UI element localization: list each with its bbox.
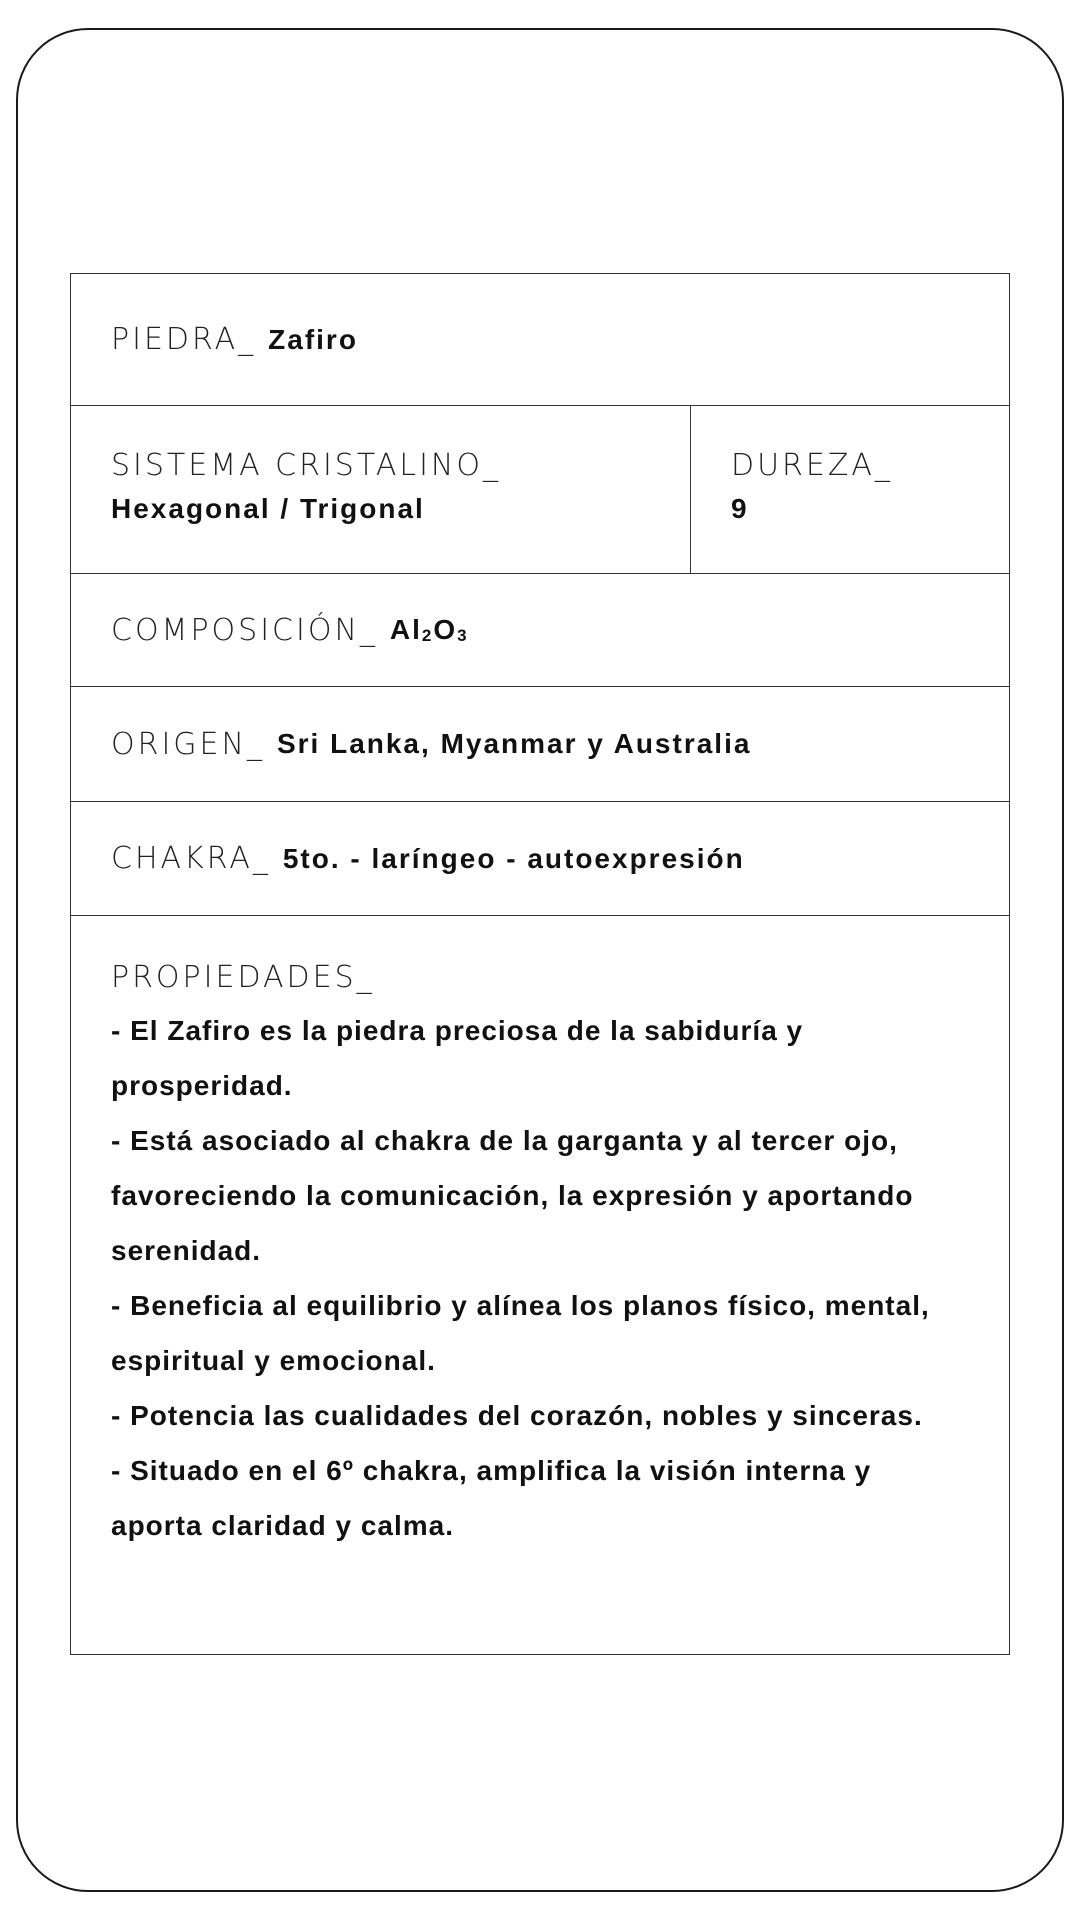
dureza-cell: [691, 406, 1009, 573]
chakra-label: CHAKRA_: [111, 841, 271, 876]
sistema-dureza-row: [71, 406, 1009, 574]
sistema-cristalino-label: SISTEMA CRISTALINO_: [111, 448, 501, 483]
propiedades-row: [71, 916, 1009, 1654]
propiedad-item: - Beneficia al equilibrio y alínea los planos físico, mental, espiritual y emocional.: [111, 1290, 930, 1376]
propiedad-item: - Está asociado al chakra de la garganta y al tercer ojo, favoreciendo la comunicación, la expresión y aportando serenidad.: [111, 1125, 914, 1266]
origen-row: [71, 687, 1009, 802]
piedra-row: [71, 274, 1009, 406]
composicion-label: COMPOSICIÓN_: [111, 612, 378, 648]
sistema-cristalino-value: Hexagonal / Trigonal: [111, 493, 425, 524]
piedra-label: PIEDRA_: [111, 322, 257, 357]
stone-info-table: [70, 273, 1010, 1655]
chakra-row: [71, 802, 1009, 916]
formula-subscript-2: 2: [421, 626, 434, 645]
origen-value: Sri Lanka, Myanmar y Australia: [276, 728, 752, 759]
dureza-label: DUREZA_: [731, 448, 893, 483]
origen-label: ORIGEN_: [111, 726, 265, 762]
propiedad-item: - Situado en el 6º chakra, amplifica la visión interna y aporta claridad y calma.: [111, 1455, 872, 1541]
sistema-cristalino-cell: [71, 406, 691, 573]
formula-element-o: O: [433, 614, 458, 645]
dureza-value: 9: [731, 493, 749, 524]
composicion-row: [71, 574, 1009, 687]
chakra-value: 5to. - laríngeo - autoexpresión: [282, 842, 745, 874]
composicion-formula: [390, 614, 469, 646]
formula-element-al: Al: [389, 614, 422, 645]
piedra-value: Zafiro: [268, 323, 358, 355]
propiedad-item: - El Zafiro es la piedra preciosa de la sabiduría y prosperidad.: [111, 1015, 804, 1101]
formula-subscript-3: 3: [457, 626, 469, 645]
propiedades-list: [111, 1003, 969, 1553]
propiedad-item: - Potencia las cualidades del corazón, nobles y sinceras.: [111, 1400, 923, 1431]
propiedades-label: PROPIEDADES_: [111, 960, 375, 995]
